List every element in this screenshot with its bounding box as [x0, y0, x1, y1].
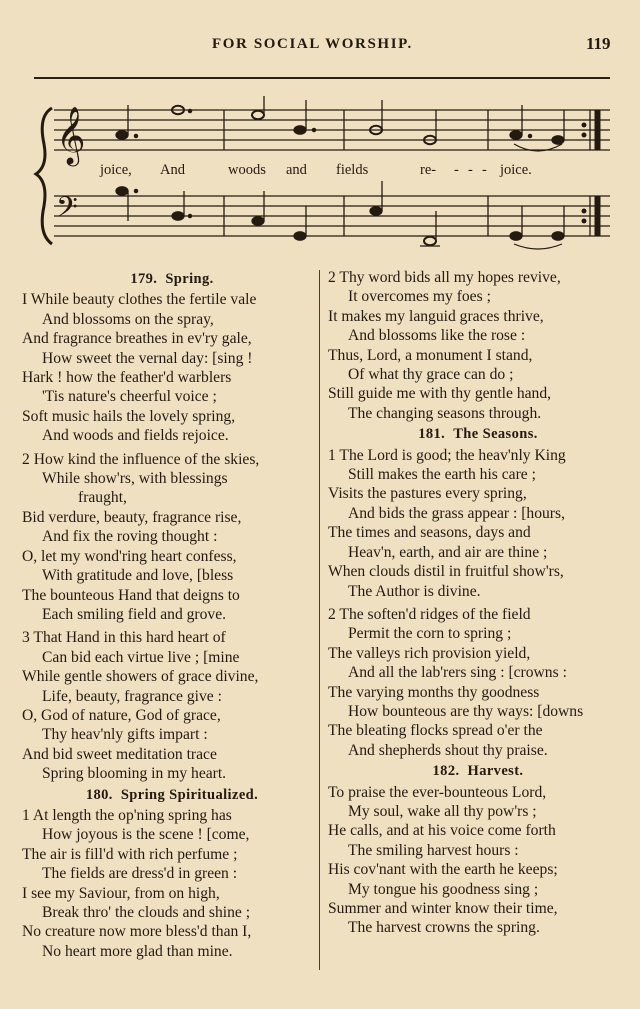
verse-line: Bid verdure, beauty, fragrance rise,: [22, 508, 242, 526]
verse-line: Spring blooming in my heart.: [42, 765, 227, 783]
verse-line: Thus, Lord, a monument I stand,: [328, 346, 533, 364]
verse-line: The smiling harvest hours :: [348, 841, 519, 859]
verse-line: No creature now more bless'd than I,: [22, 923, 252, 941]
lyric-syllable: And: [160, 162, 185, 178]
verse-line: Each smiling field and grove.: [42, 605, 227, 623]
left-column: [22, 268, 322, 961]
verse-line: 1 The Lord is good; the heav'nly King: [328, 446, 566, 464]
verse-line: 3 That Hand in this hard heart of: [22, 629, 226, 647]
verse-line: 1 At length the op'ning spring has: [22, 806, 232, 824]
verse-line: Still guide me with thy gentle hand,: [328, 385, 552, 403]
verse-line: O, God of nature, God of grace,: [22, 706, 221, 724]
verse-line: And shepherds shout thy praise.: [348, 741, 548, 759]
verse-line: Of what thy grace can do ;: [348, 366, 514, 384]
lyric-syllable: joice,: [100, 162, 132, 178]
music-score: [30, 96, 620, 256]
treble-notes: [116, 96, 564, 151]
system-brace: [36, 108, 52, 244]
lyric-line: [99, 162, 532, 178]
verse-line: The Author is divine.: [348, 582, 481, 600]
header-rule: [34, 77, 610, 79]
right-column: [328, 268, 628, 938]
lyric-syllable: woods: [228, 162, 266, 178]
lyric-syllable: joice.: [500, 162, 532, 178]
verse-line: And fragrance breathes in ev'ry gale,: [22, 330, 252, 348]
verse-line: He calls, and at his voice come forth: [328, 822, 556, 840]
page-number: 119: [586, 34, 611, 53]
treble-clef-icon: 𝄞: [56, 106, 86, 164]
verse-line: Visits the pastures every spring,: [328, 485, 527, 503]
lyric-syllable: -: [482, 162, 487, 178]
verse-line: Soft music hails the lovely spring,: [22, 407, 236, 425]
verse-line: Thy heav'nly gifts impart :: [42, 726, 208, 744]
running-head: FOR SOCIAL WORSHIP.: [212, 36, 413, 52]
verse-line: The harvest crowns the spring.: [348, 919, 540, 937]
verse-line: When clouds distil in fruitful show'rs,: [328, 563, 564, 581]
verse-line: Summer and winter know their time,: [328, 900, 558, 917]
verse-line: Heav'n, earth, and air are thine ;: [348, 543, 548, 561]
verse-line: And blossoms on the spray,: [42, 310, 214, 328]
verse-line: And all the lab'rers sing : [crowns :: [348, 664, 567, 682]
verse-line: Can bid each virtue live ; [mine: [42, 648, 240, 666]
lyric-syllable: and: [286, 162, 307, 178]
treble-staff: [54, 110, 610, 150]
hymn-title: [328, 425, 628, 444]
lyric-syllable: fields: [336, 162, 369, 178]
verse-line: His cov'nant with the earth he keeps;: [328, 861, 558, 879]
bass-notes: [116, 181, 564, 249]
verse-line: With gratitude and love, [bless: [42, 567, 234, 585]
lyric-syllable: -: [454, 162, 459, 178]
final-double-bar: [582, 110, 600, 236]
verse-line: While gentle showers of grace divine,: [22, 668, 259, 686]
verse-line: And blossoms like the rose :: [348, 327, 526, 345]
verse-line: And fix the roving thought :: [42, 528, 218, 546]
verse-line: Still makes the earth his care ;: [348, 466, 536, 484]
verse-line: fraught,: [78, 489, 127, 507]
hymn-name: Harvest.: [467, 763, 524, 780]
page-header: [0, 34, 640, 56]
hymn-title: [328, 762, 628, 781]
verse-line: And woods and fields rejoice.: [42, 427, 229, 445]
verse-line: How sweet the vernal day: [sing !: [42, 349, 253, 367]
verse-line: My soul, wake all thy pow'rs ;: [348, 802, 537, 820]
verse-line: The valleys rich provision yield,: [328, 644, 531, 662]
hymn-number: 182.: [432, 763, 460, 780]
verse-line: I While beauty clothes the fertile vale: [22, 291, 257, 309]
hymn-name: The Seasons.: [453, 426, 538, 443]
hymn-title: [22, 270, 322, 289]
verse-line: How bounteous are thy ways: [downs: [348, 702, 584, 720]
hymn-number: 180.: [85, 786, 113, 803]
verse-line: Permit the corn to spring ;: [348, 625, 512, 643]
verse-line: 'Tis nature's cheerful voice ;: [42, 388, 217, 406]
verse-line: The times and seasons, days and: [328, 524, 531, 542]
hymn-title: [22, 786, 322, 805]
verse-line: I see my Saviour, from on high,: [22, 884, 220, 902]
bass-staff: [54, 196, 610, 236]
verse-line: Break thro' the clouds and shine ;: [42, 904, 251, 921]
verse-line: 2 How kind the influence of the skies,: [22, 450, 260, 468]
bass-clef-icon: 𝄢: [56, 191, 78, 231]
verse-line: 2 The soften'd ridges of the field: [328, 605, 531, 623]
hymn-number: 179.: [130, 271, 158, 287]
verse-line: To praise the ever-bounteous Lord,: [328, 783, 547, 801]
hymn-name: Spring.: [165, 271, 214, 287]
verse-line: Life, beauty, fragrance give :: [42, 687, 222, 705]
verse-line: It overcomes my foes ;: [348, 288, 491, 306]
verse-line: The changing seasons through.: [348, 404, 542, 422]
verse-line: Hark ! how the feather'd warblers: [22, 369, 232, 387]
verse-line: O, let my wond'ring heart confess,: [22, 547, 237, 565]
verse-line: The fields are dress'd in green :: [42, 865, 238, 883]
verse-line: How joyous is the scene ! [come,: [42, 826, 250, 844]
hymn-name: Spring Spiritualized.: [120, 786, 259, 803]
verse-line: And bids the grass appear : [hours,: [348, 504, 565, 522]
hymn-number: 181.: [418, 426, 446, 443]
verse-line: My tongue his goodness sing ;: [348, 880, 539, 898]
verse-line: While show'rs, with blessings: [42, 470, 228, 488]
verse-line: It makes my languid graces thrive,: [328, 307, 544, 325]
lyric-syllable: re-: [420, 162, 437, 178]
verse-line: 2 Thy word bids all my hopes revive,: [328, 269, 561, 286]
verse-line: The air is fill'd with rich perfume ;: [22, 845, 238, 863]
verse-line: The varying months thy goodness: [328, 683, 540, 701]
verse-line: No heart more glad than mine.: [42, 942, 233, 960]
verse-line: The bleating flocks spread o'er the: [328, 722, 543, 740]
verse-line: And bid sweet meditation trace: [22, 745, 217, 763]
lyric-syllable: -: [468, 162, 473, 178]
verse-line: The bounteous Hand that deigns to: [22, 586, 240, 604]
